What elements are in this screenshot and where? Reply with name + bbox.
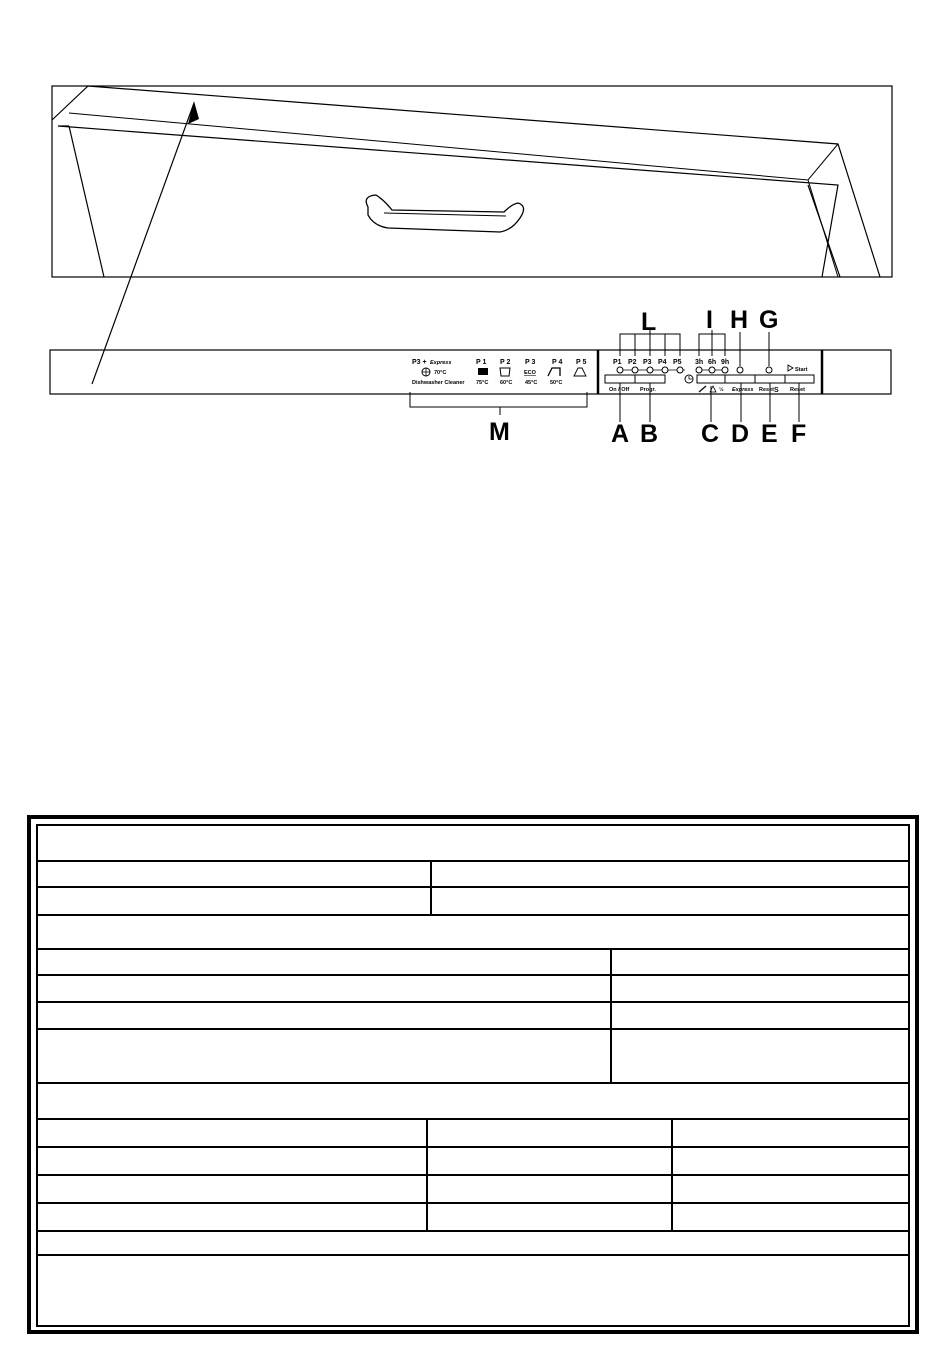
express-logo: Express: [430, 360, 452, 366]
led-p2: [632, 367, 638, 373]
rinse-icon: [699, 386, 706, 392]
callout-g: G: [759, 306, 779, 334]
express-button[interactable]: [725, 375, 755, 383]
program-name-1: P 1: [476, 359, 487, 366]
table-row: [36, 916, 910, 950]
program-leds: [613, 359, 685, 373]
express-label: Express: [732, 387, 754, 393]
on-off-label: On / Off: [609, 387, 630, 393]
callout-l: L: [641, 308, 657, 336]
callout-d: D: [731, 420, 750, 448]
m-bracket: [410, 392, 587, 415]
table-row: [36, 1256, 910, 1327]
delay-label-3h: 3h: [695, 359, 704, 366]
eco-badge: ECO: [524, 370, 536, 376]
program-temp-3: 45°C: [525, 380, 538, 386]
led-label-p3: P3: [643, 359, 652, 366]
table-row: [36, 950, 910, 976]
callout-h: H: [730, 306, 749, 334]
door-inner-edge: [69, 113, 838, 277]
led-6h: [709, 367, 715, 373]
led-p5: [677, 367, 683, 373]
table-row: [36, 1148, 910, 1176]
program-temp-1: 75°C: [476, 380, 489, 386]
door-frame: [52, 86, 892, 277]
start-play-icon: [788, 365, 793, 371]
pointer-arrow: [92, 103, 194, 384]
table-row: [36, 1176, 910, 1204]
callout-e: E: [761, 420, 778, 448]
led-3h: [696, 367, 702, 373]
reset-s-button[interactable]: [755, 375, 785, 383]
delay-label-6h: 6h: [708, 359, 717, 366]
s-icon: S: [774, 387, 779, 394]
p3-combo-temp: 70°C: [434, 370, 447, 376]
program-temp-2: 60°C: [500, 380, 513, 386]
led-label-p1: P1: [613, 359, 622, 366]
table-row: [36, 1232, 910, 1256]
led-label-p4: P4: [658, 359, 667, 366]
delay-label-9h: 9h: [721, 359, 730, 366]
program-list: [476, 359, 586, 386]
quick-icon: [548, 368, 560, 376]
led-p1: [617, 367, 623, 373]
table-row: [36, 888, 910, 916]
table-row: [36, 1003, 910, 1030]
pan-icon: [500, 368, 510, 376]
prog-label: Progr.: [640, 387, 656, 393]
p3-combo-label: P3 +: [412, 359, 427, 366]
arrow-head: [188, 101, 199, 124]
reset-label: Reset: [790, 387, 805, 393]
table-row: [36, 1204, 910, 1232]
program-name-4: P 4: [552, 359, 563, 366]
dishwasher-cleaner-label: Dishwasher Cleaner: [412, 380, 465, 386]
table-row: [36, 976, 910, 1003]
led-g: [766, 367, 772, 373]
program-temp-4: 50°C: [550, 380, 563, 386]
half-load-button[interactable]: [697, 375, 725, 383]
program-button[interactable]: [635, 375, 665, 383]
callout-i: I: [706, 306, 713, 334]
program-name-2: P 2: [500, 359, 511, 366]
on-off-button[interactable]: [605, 375, 635, 383]
start-reset-button[interactable]: [785, 375, 814, 383]
callout-a: A: [611, 420, 630, 448]
led-h: [737, 367, 743, 373]
callout-b: B: [640, 420, 659, 448]
blank-table: [27, 815, 919, 1334]
program-name-5: P 5: [576, 359, 587, 366]
door-top-edge: [52, 86, 880, 277]
led-label-p5: P5: [673, 359, 682, 366]
start-label: Start: [795, 367, 808, 373]
table-row: [36, 824, 910, 862]
table-row: [36, 1030, 910, 1084]
table-row: [36, 1120, 910, 1148]
led-label-p2: P2: [628, 359, 637, 366]
glass-icon: [574, 368, 586, 376]
callout-f: F: [791, 420, 807, 448]
callout-c: C: [701, 420, 720, 448]
reset-s-label: Reset: [759, 387, 774, 393]
callout-m: M: [489, 418, 510, 446]
led-9h: [722, 367, 728, 373]
pot-icon: [478, 368, 488, 375]
program-name-3: P 3: [525, 359, 536, 366]
table-row: [36, 860, 910, 888]
led-p4: [662, 367, 668, 373]
half-load-icon: ½: [719, 387, 724, 393]
led-p3: [647, 367, 653, 373]
table-row: [36, 1084, 910, 1120]
